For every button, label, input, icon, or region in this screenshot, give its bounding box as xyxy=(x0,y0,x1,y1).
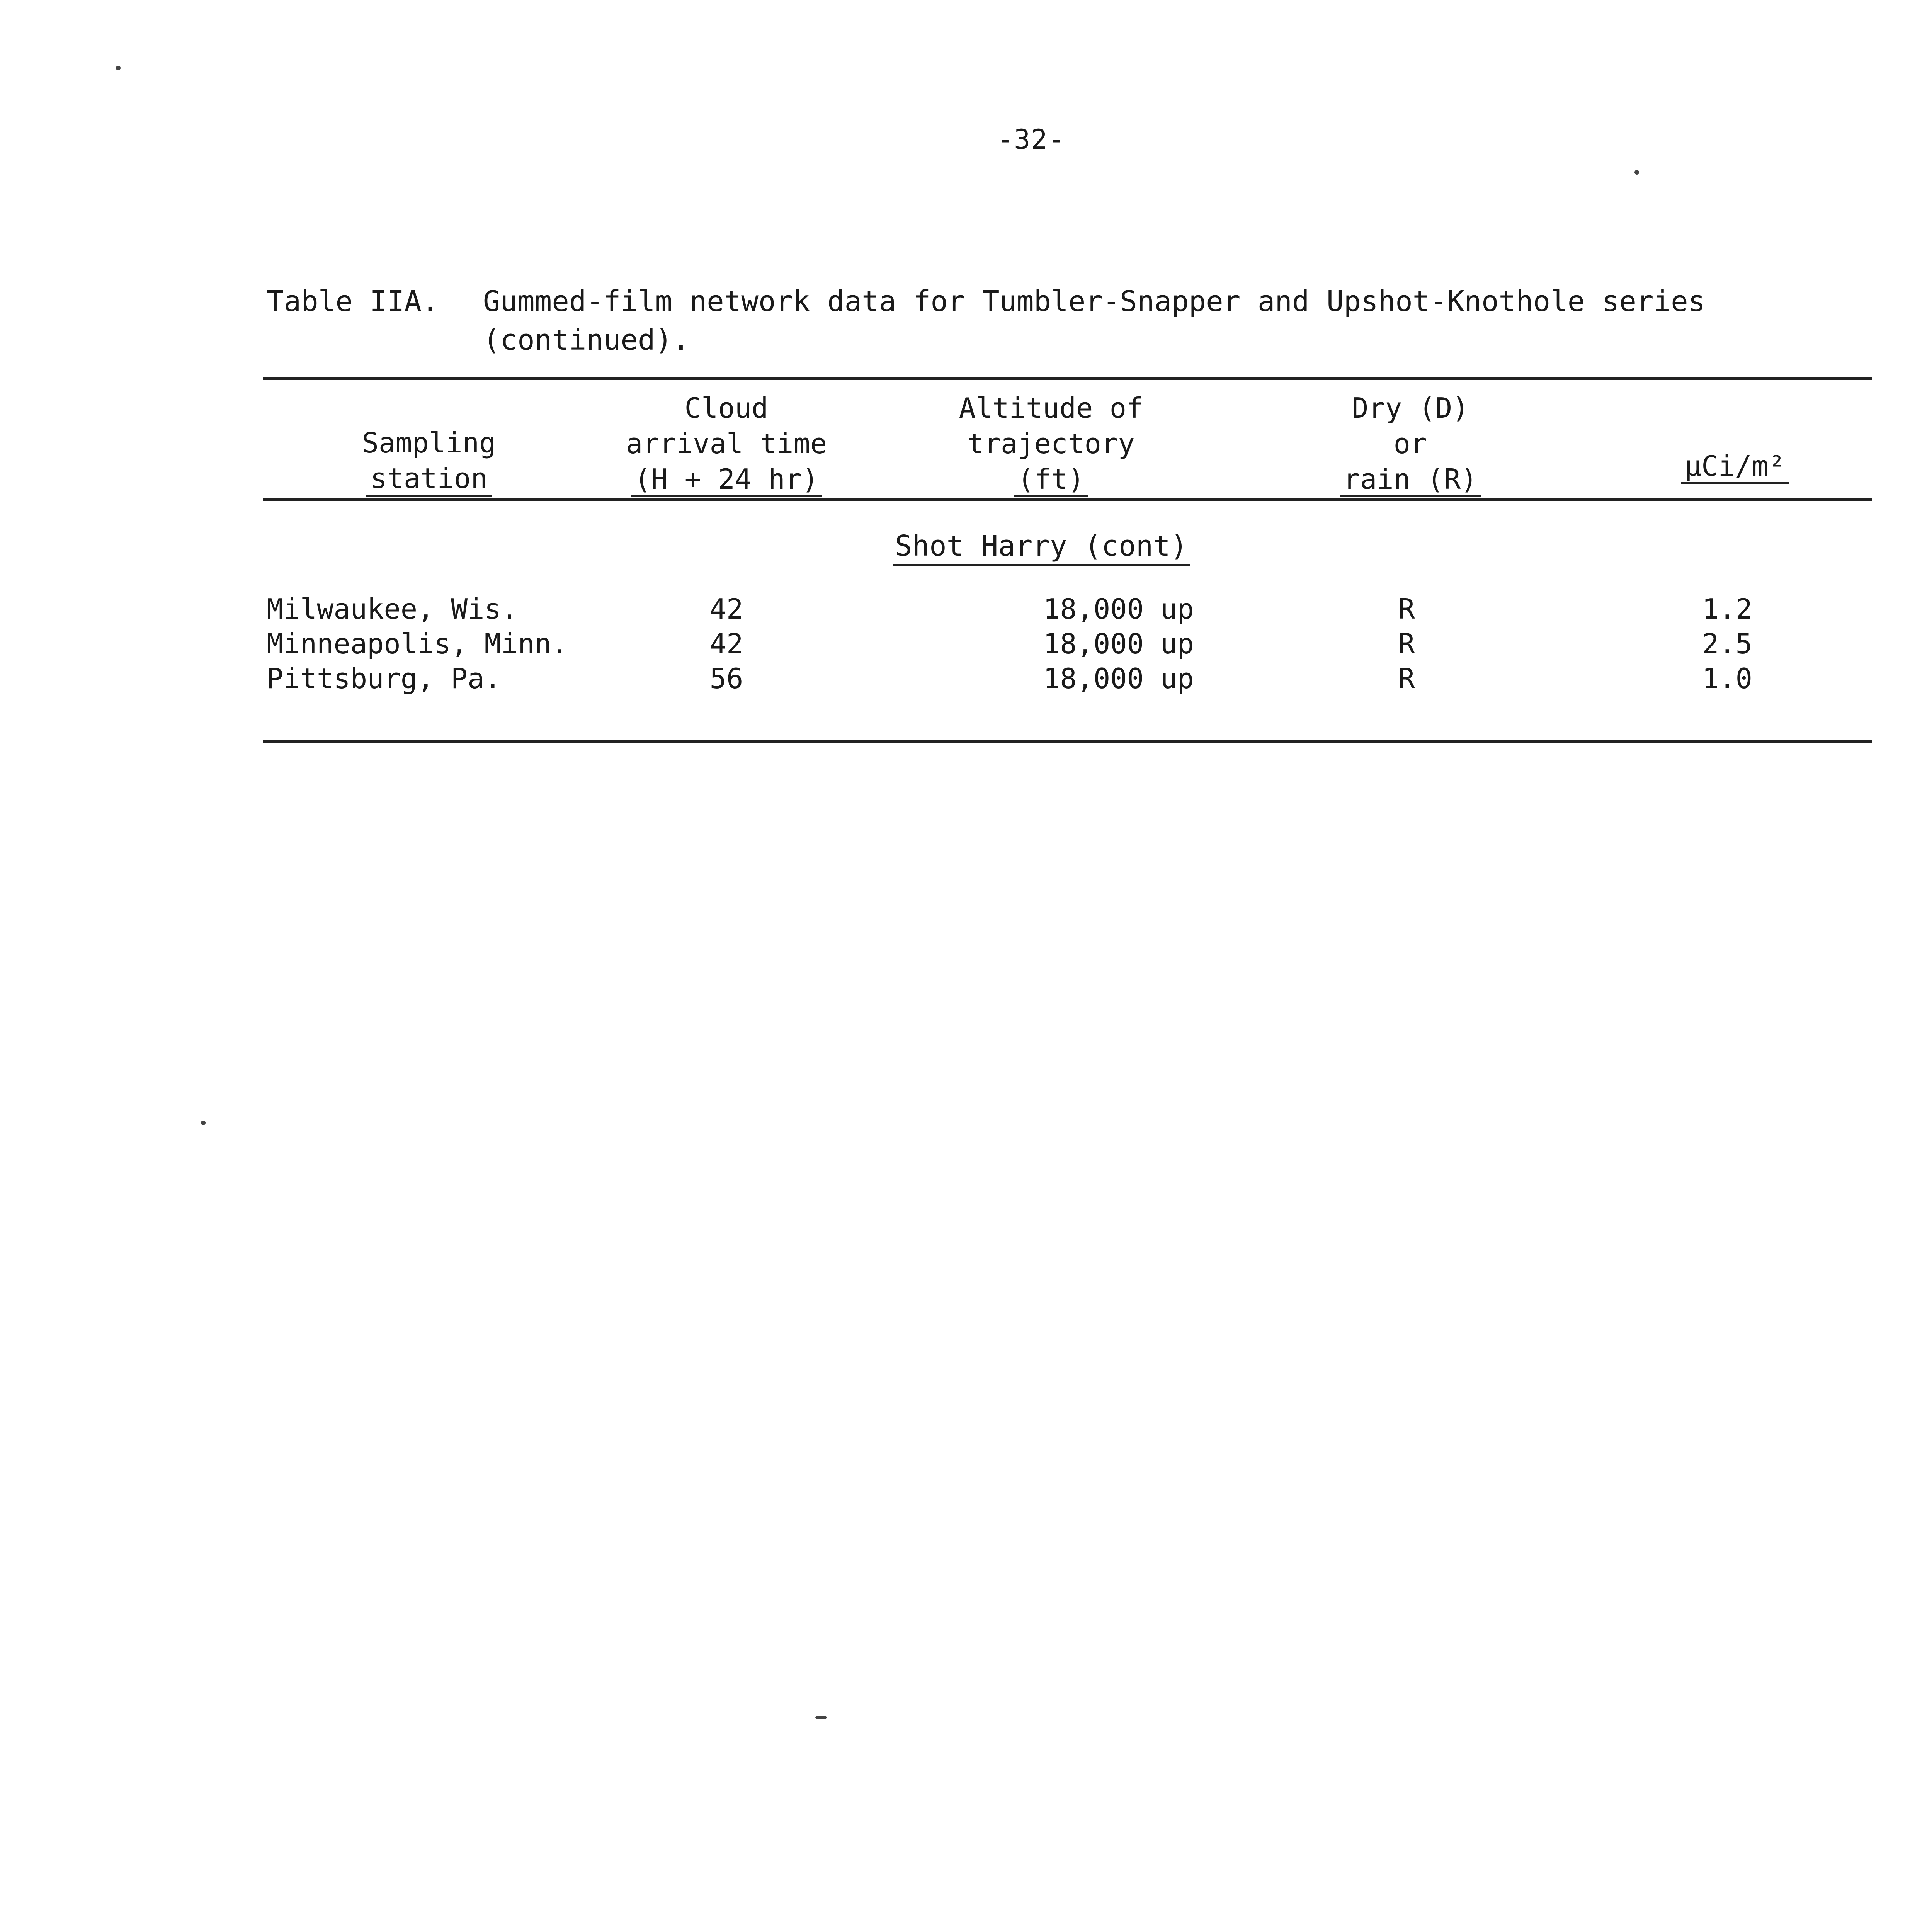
cell-arrival: 42 xyxy=(709,628,743,660)
table-caption-continued: (continued). xyxy=(483,323,690,357)
scan-speck xyxy=(201,1121,206,1125)
cell-altitude: 18,000 up xyxy=(1043,628,1194,660)
header-station-line1: Sampling xyxy=(362,427,496,459)
cell-dry-rain: R xyxy=(1398,628,1415,660)
section-title: Shot Harry (cont) xyxy=(893,529,1190,566)
header-arrival-line2: arrival time xyxy=(626,427,827,460)
cell-altitude: 18,000 up xyxy=(1043,662,1194,695)
cell-arrival: 42 xyxy=(709,593,743,625)
header-activity xyxy=(1642,448,1828,484)
scan-speck xyxy=(1634,170,1639,175)
cell-activity: 1.2 xyxy=(1702,593,1753,625)
table-caption-lead: Table IIA. xyxy=(267,285,439,318)
header-altitude-line3: (ft) xyxy=(1014,463,1088,497)
table-caption xyxy=(267,282,1889,359)
page-number: -32- xyxy=(997,124,1065,155)
header-arrival-line1: Cloud xyxy=(684,392,769,424)
cell-activity: 2.5 xyxy=(1702,628,1753,660)
cell-dry-rain: R xyxy=(1398,662,1415,695)
cell-station: Pittsburg, Pa. xyxy=(267,662,501,695)
cell-station: Milwaukee, Wis. xyxy=(267,593,518,625)
header-altitude-line1: Altitude of xyxy=(959,392,1143,424)
header-altitude-line2: trajectory xyxy=(967,427,1135,460)
scan-speck xyxy=(116,66,121,70)
table-bottom-rule xyxy=(263,740,1872,743)
table-caption-text: Gummed-film network data for Tumbler-Snapper and Upshot-Knothole series xyxy=(483,285,1706,318)
table-top-rule xyxy=(263,377,1872,380)
cell-activity: 1.0 xyxy=(1702,662,1753,695)
header-arrival-line3: (H + 24 hr) xyxy=(631,463,823,497)
header-dry-rain-line3: rain (R) xyxy=(1340,463,1481,497)
cell-station: Minneapolis, Minn. xyxy=(267,628,568,660)
header-arrival xyxy=(591,390,862,497)
header-activity-label: μCi/m² xyxy=(1681,450,1789,484)
header-dry-rain xyxy=(1302,390,1519,497)
cell-arrival: 56 xyxy=(709,662,743,695)
cell-altitude: 18,000 up xyxy=(1043,593,1194,625)
header-dry-rain-line1: Dry (D) xyxy=(1352,392,1469,424)
table-header-rule xyxy=(263,498,1872,501)
cell-dry-rain: R xyxy=(1398,593,1415,625)
header-station xyxy=(321,425,537,496)
scan-speck xyxy=(815,1716,827,1719)
header-altitude xyxy=(916,390,1186,497)
header-station-line2: station xyxy=(366,462,491,497)
header-dry-rain-line2: or xyxy=(1393,427,1427,460)
